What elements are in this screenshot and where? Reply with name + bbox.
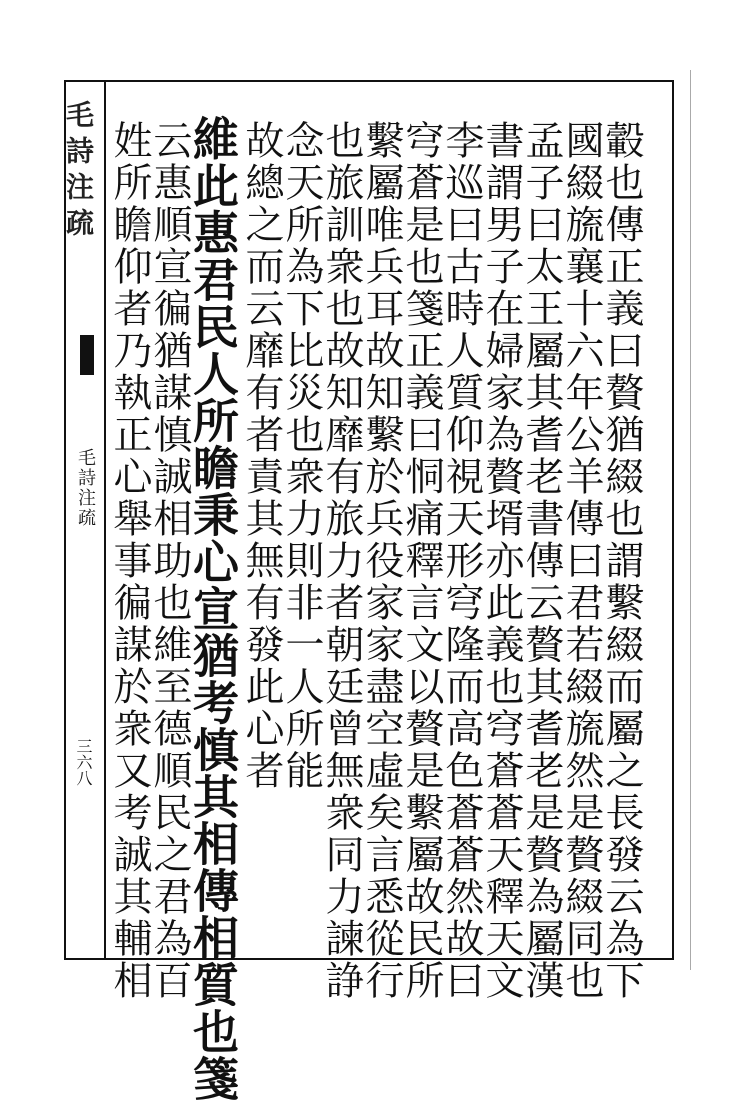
frame-inner-line	[104, 80, 106, 960]
text-column-8: 也旅訓衆也故知靡有旅力者朝廷曾無衆同力諫諍	[319, 120, 364, 1002]
margin-book-title: 毛詩注疏	[75, 448, 96, 528]
text-column-9: 念天所為下比災也衆力則非一人所能	[279, 120, 324, 792]
text-column-2: 國綴旒襄十六年公羊傳曰君若綴旒然是贅綴同也	[559, 120, 604, 1002]
frame-edge-line	[690, 70, 691, 970]
text-column-11: 維此惠君民人所瞻秉心宣猶考慎其相傳相質也箋	[186, 115, 240, 1102]
text-column-3: 孟子曰太王屬其耆老書傳云贅其耆老是贅為屬漢	[519, 120, 564, 1002]
text-column-10: 故總之而云靡有者責其無有發此心者	[239, 120, 284, 792]
text-column-7: 繫屬唯兵耳故知繫於兵役家家盡空虛矣言悉從行	[359, 120, 404, 1002]
text-column-4: 書謂男子在婦家為贅壻亦此義也穹蒼蒼天釋天文	[479, 120, 524, 1002]
fishtail-mark	[80, 335, 94, 375]
text-column-5: 李巡曰古時人質仰視天形穹隆而高色蒼蒼然故曰	[439, 120, 484, 1002]
text-column-6: 穹蒼是也箋正義曰恫痛釋言文以贅是繫屬故民所	[399, 120, 444, 1002]
margin-page-number: 三六八	[74, 738, 93, 786]
text-column-12: 云惠順宣徧猶謀慎誠相助也維至德順民之君為百	[147, 120, 192, 1002]
margin-title: 毛詩注疏	[62, 100, 95, 244]
text-column-13: 姓所瞻仰者乃執正心舉事徧謀於衆又考誠其輔相	[107, 120, 152, 1002]
text-column-1: 轂也傳正義曰贅猶綴也謂繫綴而屬之長發云為下	[599, 120, 644, 1002]
frame-right-line	[672, 80, 674, 960]
frame-top-line	[64, 80, 674, 82]
